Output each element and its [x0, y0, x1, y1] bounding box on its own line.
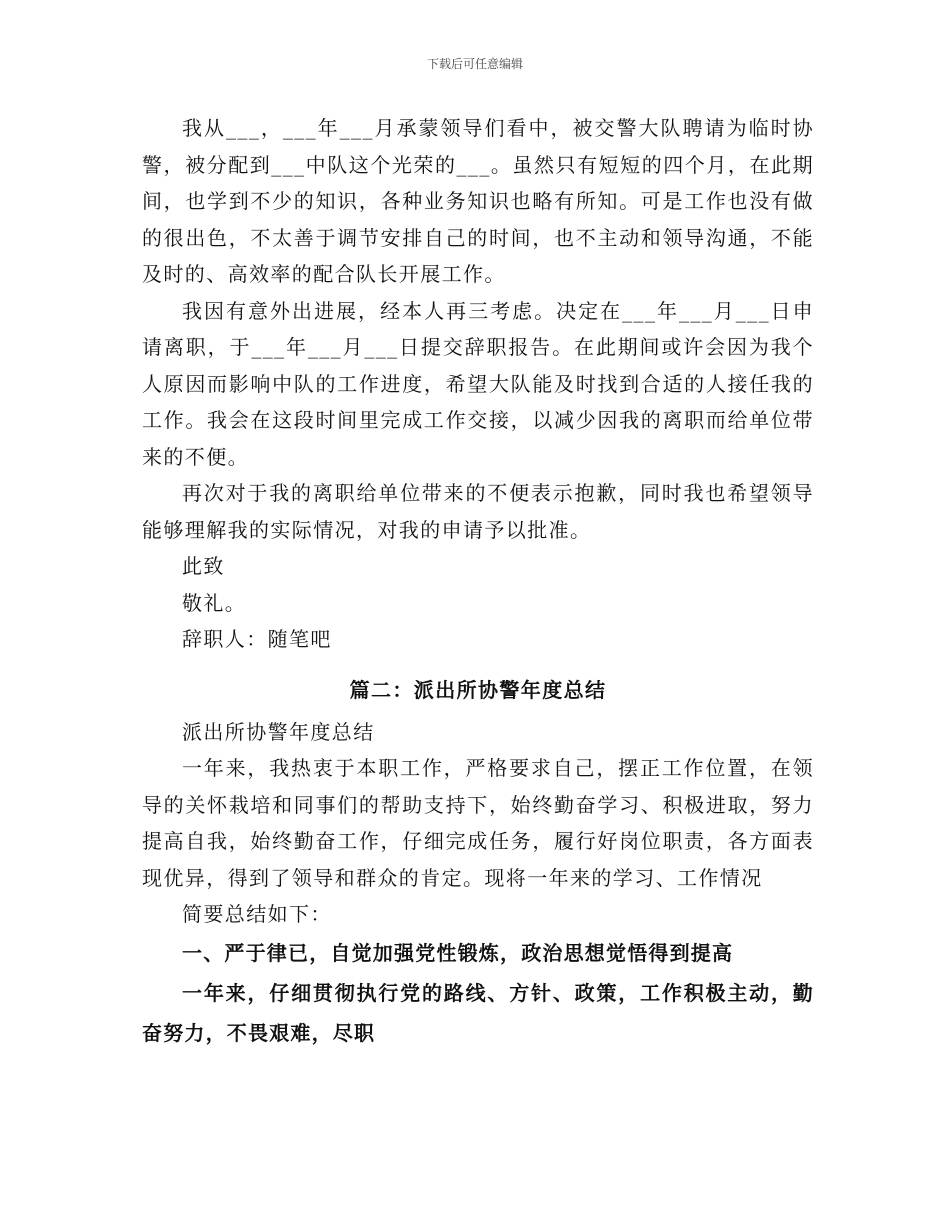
page-header: 下载后可任意编辑 [426, 57, 523, 71]
paragraph-3: 再次对于我的离职给单位带来的不便表示抱歉，同时我也希望领导能够理解我的实际情况，对我的申请予以批准。 [142, 481, 814, 542]
paragraph-1: 我从___，___年___月承蒙领导们看中，被交警大队聘请为临时协警，被分配到___中队这个光荣的___。虽然只有短短的四个月，在此期间，也学到不少的知识，各种业务知识也略有所知。可是工作也没有做的很出色，不太善于调节安排自己的时间，也不主动和领导沟通，不能及时的、高效率的配合队长开展工作。 [142, 116, 814, 286]
document-body [142, 110, 814, 1053]
closing-regards: 敬礼。 [182, 590, 247, 615]
signature: 辞职人：随笔吧 [182, 627, 332, 651]
section-title: 篇二：派出所协警年度总结 [349, 677, 607, 702]
paragraph-2: 我因有意外出进展，经本人再三考虑。决定在___年___月___日申请离职，于___年___月___日提交辞职报告。在此期间或许会因为我个人原因而影响中队的工作进度，希望大队能及时找到合适的人接任我的工作。我会在这段时间里完成工作交接，以减少因我的离职而给单位带来的不便。 [142, 298, 814, 469]
closing-salutation: 此致 [182, 554, 225, 578]
section-heading-1: 一、严于律已，自觉加强党性锻炼，政治思想觉悟得到提高 [182, 940, 734, 965]
section-subtitle: 派出所协警年度总结 [182, 719, 375, 744]
section-paragraph-2: 简要总结如下： [182, 902, 332, 926]
section-paragraph-3: 一年来，仔细贯彻执行党的路线、方针、政策，工作积极主动，勤奋努力，不畏艰难，尽职 [142, 980, 814, 1045]
section-paragraph-1: 一年来，我热衷于本职工作，严格要求自己，摆正工作位置，在领导的关怀栽培和同事们的帮助支持下，始终勤奋学习、积极进取，努力提高自我，始终勤奋工作，仔细完成任务，履行好岗位职责，各方面表现优异，得到了领导和群众的肯定。现将一年来的学习、工作情况 [142, 756, 814, 890]
